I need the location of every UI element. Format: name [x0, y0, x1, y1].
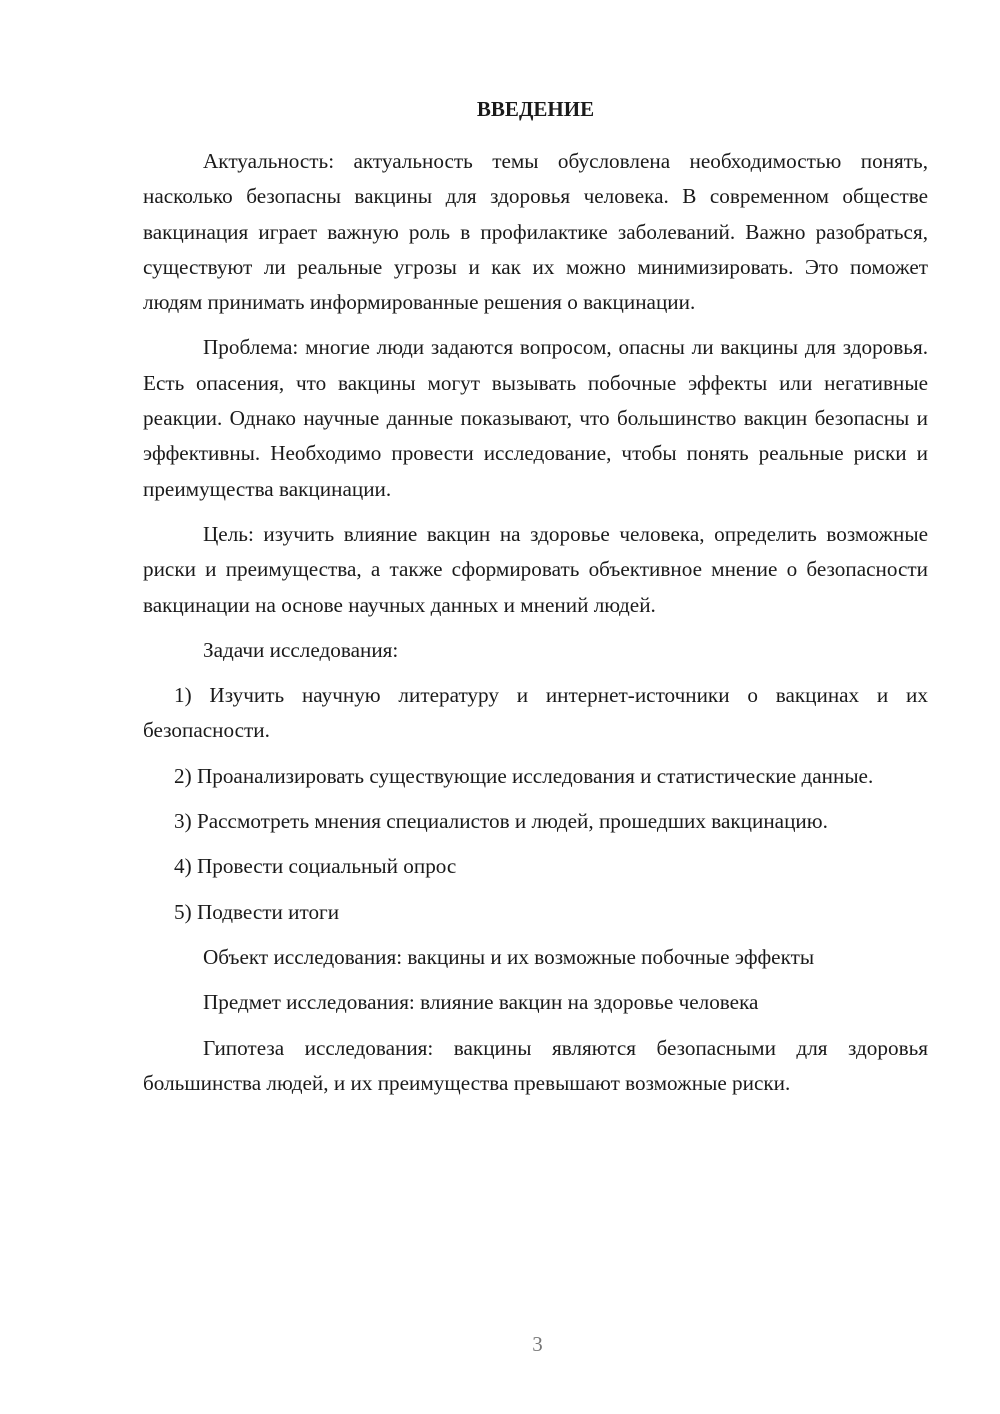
page-content — [143, 92, 928, 1101]
section-heading: ВВЕДЕНИЕ — [476, 97, 595, 121]
goal-paragraph: Цель: изучить влияние вакцин на здоровье человека, определить возможные риски и преимущества, а также сформировать объективное мнение о безопасности вакцинации на основе научных данных и мнений людей. — [143, 521, 928, 617]
problem-paragraph: Проблема: многие люди задаются вопросом, опасны ли вакцины для здоровья. Есть опасения, что вакцины могут вызывать побочные эффекты или негативные реакции. Однако научные данные показывают, что большинство вакцин безопасны и эффективны. Необходимо провести исследование, чтобы понять реальные риски и преимущества вакцинации. — [143, 335, 928, 501]
task-item-1: 1) Изучить научную литературу и интернет-источники о вакцинах и их безопасности. — [143, 683, 928, 743]
research-subject: Предмет исследования: влияние вакцин на здоровье человека — [203, 990, 759, 1015]
task-item-2: 2) Проанализировать существующие исследования и статистические данные. — [174, 763, 874, 788]
task-item-4: 4) Провести социальный опрос — [174, 854, 457, 879]
tasks-title: Задачи исследования: — [203, 637, 399, 662]
relevance-paragraph: Актуальность: актуальность темы обусловлена необходимостью понять, насколько безопасны вакцины для здоровья человека. В современном обществе вакцинация играет важную роль в профилактике заболеваний. Важно разобраться, существуют ли реальные угрозы и как их можно минимизировать. Это поможет людям принимать информированные решения о вакцинации. — [143, 149, 928, 315]
research-object: Объект исследования: вакцины и их возможные побочные эффекты — [203, 944, 815, 969]
task-item-5: 5) Подвести итоги — [174, 899, 340, 924]
page-number: 3 — [532, 1332, 543, 1356]
task-item-3: 3) Рассмотреть мнения специалистов и людей, прошедших вакцинацию. — [174, 809, 828, 834]
research-hypothesis: Гипотеза исследования: вакцины являются безопасными для здоровья большинства людей, и их преимущества превышают возможные риски. — [143, 1035, 928, 1095]
